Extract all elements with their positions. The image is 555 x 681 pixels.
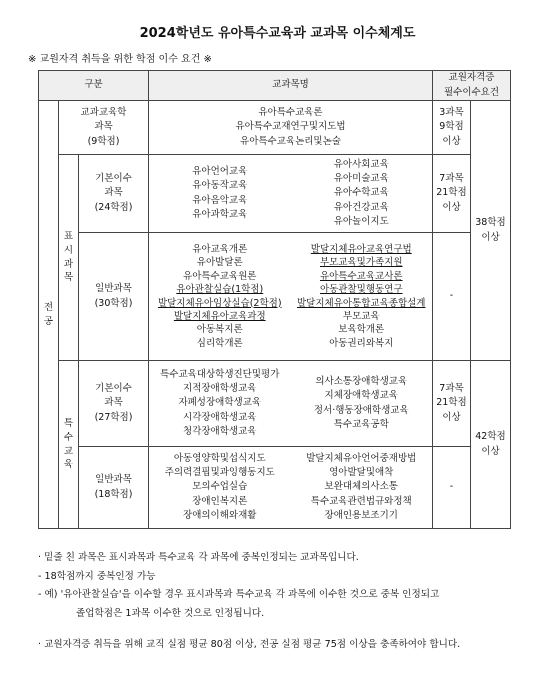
course-item: 정서·행동장애학생교육 xyxy=(313,404,409,416)
course-item: 유아특수교육논리및논술 xyxy=(240,135,341,147)
requirement-line: 21학점 xyxy=(436,187,467,199)
course-item: 유아발달론 xyxy=(196,257,243,269)
category-line: 과목 xyxy=(104,187,123,199)
category-line: 기본이수 xyxy=(95,173,132,185)
courses-education-basic xyxy=(149,101,433,155)
note-underline: · 밑줄 친 과목은 표시과목과 특수교육 각 과목에 중복인정되는 교과목입니다. xyxy=(38,552,359,563)
course-item: 유아음악교육 xyxy=(192,194,248,206)
course-item: 유아사회교육 xyxy=(333,158,389,170)
note-example: - 예) '유아관찰실습'을 이수할 경우 표시과목과 특수교육 각 과목에 이수한 것으로 중복 인정되고 xyxy=(38,589,440,601)
category-education-basic xyxy=(59,101,149,155)
requirement-education-basic xyxy=(433,101,471,155)
teuksu-label-char: 육 xyxy=(63,459,74,471)
course-item: 아동영양학및섭식지도 xyxy=(173,452,266,464)
course-item-overlap: 아동관찰및행동연구 xyxy=(319,284,403,296)
curriculum-table xyxy=(38,70,511,529)
section-subtitle: ※ 교원자격 취득을 위한 학점 이수 요건 ※ xyxy=(28,54,212,65)
course-item: 아동복지론 xyxy=(196,324,243,336)
course-item: 부모교육 xyxy=(342,310,380,322)
courses-right-column xyxy=(291,375,433,432)
requirement-line: 7과목 xyxy=(439,173,464,185)
course-item: 발달지체유아언어중재방법 xyxy=(306,452,417,464)
pyosi-label-char: 목 xyxy=(63,272,74,284)
major-label-char: 전 xyxy=(43,301,54,313)
courses-left-column xyxy=(149,243,291,351)
course-item: 특수교육관련법규와정책 xyxy=(310,495,412,507)
category-line: 교과교육학 xyxy=(80,107,127,119)
courses-pyosi-general xyxy=(149,233,433,361)
category-pyosi-general xyxy=(79,233,149,361)
total-line: 38학점 xyxy=(475,217,506,229)
course-item: 특수교육공학 xyxy=(333,418,389,430)
course-item: 보육학개론 xyxy=(338,324,385,336)
pyosi-label-char: 시 xyxy=(63,244,74,256)
requirement-line: 7과목 xyxy=(439,383,464,395)
course-item: 유아과학교육 xyxy=(192,208,248,220)
course-item-overlap: 부모교육및가족지원 xyxy=(319,257,403,269)
course-item: 지체장애학생교육 xyxy=(324,390,398,402)
course-item: 장애인복지론 xyxy=(192,495,248,507)
requirement-line: 9학점 xyxy=(439,121,464,133)
courses-left-column xyxy=(149,452,291,523)
header-requirement xyxy=(433,71,511,101)
course-item: 장애의이해와재활 xyxy=(183,509,257,521)
course-item: 지적장애학생교육 xyxy=(183,383,257,395)
course-item-overlap: 유아관찰실습(1학점) xyxy=(176,284,264,296)
course-item: 의사소통장애학생교육 xyxy=(315,376,408,387)
category-line: 과목 xyxy=(94,121,113,133)
course-item: 보완대체의사소통 xyxy=(324,481,398,493)
requirement-line: 이상 xyxy=(442,135,461,147)
requirement-line: 이상 xyxy=(442,411,461,423)
header-courses: 교과목명 xyxy=(149,71,433,101)
course-item: 청각장애학생교육 xyxy=(183,425,257,437)
category-teuksu-general xyxy=(79,447,149,529)
course-item-overlap: 발달지체유아통합교육종합설계 xyxy=(297,297,426,309)
pyosi-label-char: 표 xyxy=(63,230,74,242)
course-item: 유아특수교육원론 xyxy=(183,270,257,282)
category-line: 일반과목 xyxy=(95,283,132,295)
course-item: 자폐성장애학생교육 xyxy=(178,397,262,409)
course-item-overlap: 발달지체유아교육연구법 xyxy=(310,243,412,255)
note-limit: - 18학점까지 중복인정 가능 xyxy=(38,570,156,582)
requirement-teuksu-basic xyxy=(433,361,471,447)
requirement-line: 3과목 xyxy=(439,107,464,119)
requirement-line: 21학점 xyxy=(436,397,467,409)
category-line: (18학점) xyxy=(94,488,133,500)
total-line: 이상 xyxy=(481,445,500,457)
courses-left-column xyxy=(149,165,291,222)
teuksu-total-requirement xyxy=(471,361,511,529)
course-item: 주의력결핍및과잉행동지도 xyxy=(164,467,275,479)
course-item-overlap: 발달지체유아교육과정 xyxy=(173,310,266,322)
requirement-teuksu-general: - xyxy=(433,447,471,529)
pyosi-label-char: 과 xyxy=(63,258,74,270)
major-label-char: 공 xyxy=(43,315,54,327)
pyosi-label xyxy=(59,155,79,361)
course-item: 특수교육대상학생진단및평가 xyxy=(160,368,280,380)
header-category: 구분 xyxy=(39,71,149,101)
course-item: 유아미술교육 xyxy=(333,173,389,185)
category-line: 일반과목 xyxy=(95,474,132,486)
course-item-overlap: 유아특수교육교사론 xyxy=(319,270,403,282)
notes-section xyxy=(38,549,518,655)
courses-teuksu-general xyxy=(149,447,433,529)
courses-right-column xyxy=(291,452,433,523)
course-item-overlap: 발달지체유아임상실습(2학점) xyxy=(157,297,282,309)
category-pyosi-basic xyxy=(79,155,149,233)
courses-right-column xyxy=(291,158,433,229)
teuksu-label xyxy=(59,361,79,529)
course-item: 유아교육개론 xyxy=(192,243,248,255)
course-item: 유아특수교재연구및지도법 xyxy=(235,121,346,133)
course-item: 유아언어교육 xyxy=(192,166,248,177)
courses-teuksu-basic xyxy=(149,361,433,447)
teuksu-label-char: 특 xyxy=(63,417,74,429)
course-item: 유아특수교육론 xyxy=(258,107,323,119)
total-line: 42학점 xyxy=(475,431,506,443)
major-label xyxy=(39,101,59,529)
total-line: 이상 xyxy=(481,231,500,243)
note-example-cont: 졸업학점은 1과목 이수한 것으로 인정됩니다. xyxy=(76,608,265,620)
course-item: 심리학개론 xyxy=(196,337,243,349)
requirement-line: 이상 xyxy=(442,201,461,213)
teuksu-label-char: 교 xyxy=(63,445,74,457)
header-requirement-line2: 필수이수요건 xyxy=(443,86,500,98)
requirement-pyosi-general: - xyxy=(433,233,471,361)
course-item: 영아발달및애착 xyxy=(329,467,394,479)
category-line: (9학점) xyxy=(87,135,120,147)
courses-right-column xyxy=(291,243,433,351)
category-line: (27학점) xyxy=(94,411,133,423)
course-item: 유아동작교육 xyxy=(192,180,248,192)
category-line: (30학점) xyxy=(94,297,133,309)
courses-pyosi-basic xyxy=(149,155,433,233)
course-item: 장애인용보조기기 xyxy=(324,509,398,521)
course-item: 모의수업실습 xyxy=(192,481,248,493)
category-line: (24학점) xyxy=(94,201,133,213)
category-teuksu-basic xyxy=(79,361,149,447)
note-certificate: · 교원자격증 취득을 위해 교직 실점 평균 80점 이상, 전공 실점 평균 75점 이상을 충족하여야 합니다. xyxy=(38,638,461,650)
category-line: 기본이수 xyxy=(95,383,132,395)
page-title: 2024학년도 유아특수교육과 교과목 이수체계도 xyxy=(139,26,416,41)
course-item: 시각장애학생교육 xyxy=(183,411,257,423)
header-requirement-line1: 교원자격증 xyxy=(448,72,495,84)
course-item: 유아건강교육 xyxy=(333,201,389,213)
course-item: 아동권리와복지 xyxy=(329,337,394,349)
pyosi-total-requirement xyxy=(471,101,511,361)
requirement-pyosi-basic xyxy=(433,155,471,233)
courses-left-column xyxy=(149,368,291,439)
teuksu-label-char: 수 xyxy=(63,431,74,443)
course-item: 유아놀이지도 xyxy=(333,215,389,227)
category-line: 과목 xyxy=(104,397,123,409)
course-item: 유아수학교육 xyxy=(333,187,389,199)
